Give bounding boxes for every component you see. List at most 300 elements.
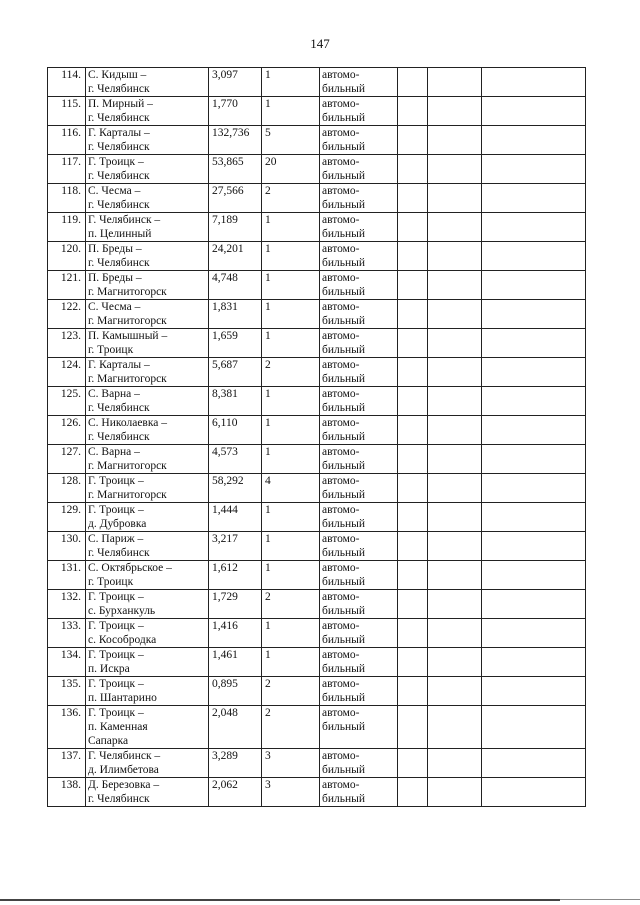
transport-type [320, 300, 398, 329]
route-count: 2 [262, 184, 320, 213]
route-line: г. Челябинск [88, 170, 150, 182]
route-name [86, 648, 209, 677]
route-count: 20 [262, 155, 320, 184]
route-count: 1 [262, 68, 320, 97]
route-name [86, 271, 209, 300]
transport-type-line: автомо- [322, 417, 360, 429]
row-number: 122. [48, 300, 86, 329]
row-number: 121. [48, 271, 86, 300]
transport-type [320, 358, 398, 387]
transport-type-line: автомо- [322, 388, 360, 400]
route-line: г. Челябинск [88, 402, 150, 414]
transport-type [320, 213, 398, 242]
empty-cell [482, 677, 586, 706]
transport-type-line: автомо- [322, 779, 360, 791]
transport-type [320, 445, 398, 474]
route-count: 1 [262, 242, 320, 271]
row-number: 129. [48, 503, 86, 532]
route-length: 0,895 [209, 677, 262, 706]
route-line: Г. Троицк – [88, 620, 144, 632]
row-number: 135. [48, 677, 86, 706]
route-line: г. Челябинск [88, 793, 150, 805]
route-name [86, 677, 209, 706]
route-length: 1,659 [209, 329, 262, 358]
route-count: 5 [262, 126, 320, 155]
route-line: Г. Троицк – [88, 504, 144, 516]
route-length: 4,573 [209, 445, 262, 474]
route-line: С. Чесма – [88, 301, 141, 313]
route-length: 3,289 [209, 749, 262, 778]
route-line: г. Магнитогорск [88, 315, 167, 327]
row-number: 137. [48, 749, 86, 778]
route-length: 3,097 [209, 68, 262, 97]
route-name [86, 749, 209, 778]
empty-cell [398, 677, 428, 706]
transport-type-line: бильный [322, 793, 366, 805]
routes-table [47, 67, 586, 807]
empty-cell [482, 648, 586, 677]
empty-cell [482, 387, 586, 416]
transport-type-line: бильный [322, 764, 366, 776]
route-length: 27,566 [209, 184, 262, 213]
empty-cell [482, 749, 586, 778]
transport-type-line: автомо- [322, 446, 360, 458]
route-line: П. Мирный – [88, 98, 153, 110]
empty-cell [428, 706, 482, 749]
empty-cell [398, 271, 428, 300]
empty-cell [482, 329, 586, 358]
route-line: с. Кособродка [88, 634, 157, 646]
table-row [48, 126, 586, 155]
route-name [86, 358, 209, 387]
route-length: 1,831 [209, 300, 262, 329]
empty-cell [398, 300, 428, 329]
route-line: г. Магнитогорск [88, 286, 167, 298]
transport-type-line: бильный [322, 141, 366, 153]
transport-type-line: бильный [322, 83, 366, 95]
route-name [86, 97, 209, 126]
route-length: 58,292 [209, 474, 262, 503]
table-row [48, 68, 586, 97]
transport-type [320, 126, 398, 155]
route-count: 1 [262, 561, 320, 590]
route-line: Г. Троицк – [88, 156, 144, 168]
empty-cell [398, 358, 428, 387]
transport-type-line: бильный [322, 605, 366, 617]
table-row [48, 271, 586, 300]
transport-type [320, 778, 398, 807]
transport-type-line: автомо- [322, 185, 360, 197]
empty-cell [398, 474, 428, 503]
table-row [48, 416, 586, 445]
row-number: 115. [48, 97, 86, 126]
table-row [48, 677, 586, 706]
table-row [48, 619, 586, 648]
row-number: 128. [48, 474, 86, 503]
table-row [48, 184, 586, 213]
transport-type-line: бильный [322, 547, 366, 559]
transport-type-line: автомо- [322, 707, 360, 719]
transport-type-line: автомо- [322, 533, 360, 545]
transport-type-line: бильный [322, 199, 366, 211]
routes-table-body [48, 68, 586, 807]
route-name [86, 300, 209, 329]
transport-type-line: автомо- [322, 750, 360, 762]
transport-type [320, 590, 398, 619]
empty-cell [428, 387, 482, 416]
empty-cell [398, 590, 428, 619]
route-name [86, 329, 209, 358]
route-line: г. Челябинск [88, 199, 150, 211]
empty-cell [482, 590, 586, 619]
transport-type [320, 648, 398, 677]
route-count: 1 [262, 445, 320, 474]
route-count: 1 [262, 619, 320, 648]
route-length: 5,687 [209, 358, 262, 387]
empty-cell [482, 503, 586, 532]
transport-type-line: автомо- [322, 272, 360, 284]
route-name [86, 68, 209, 97]
row-number: 134. [48, 648, 86, 677]
route-line: п. Шантарино [88, 692, 157, 704]
route-line: г. Челябинск [88, 141, 150, 153]
empty-cell [482, 271, 586, 300]
transport-type-line: автомо- [322, 127, 360, 139]
transport-type-line: бильный [322, 286, 366, 298]
empty-cell [398, 561, 428, 590]
route-line: С. Октябрьское – [88, 562, 172, 574]
empty-cell [482, 358, 586, 387]
table-row [48, 648, 586, 677]
route-line: С. Варна – [88, 446, 140, 458]
empty-cell [428, 329, 482, 358]
row-number: 136. [48, 706, 86, 749]
empty-cell [482, 706, 586, 749]
empty-cell [398, 68, 428, 97]
route-line: Г. Челябинск – [88, 214, 161, 226]
route-count: 1 [262, 648, 320, 677]
table-row [48, 532, 586, 561]
route-name [86, 155, 209, 184]
route-count: 2 [262, 677, 320, 706]
route-line: Г. Челябинск – [88, 750, 161, 762]
route-count: 1 [262, 97, 320, 126]
table-row [48, 778, 586, 807]
route-line: Г. Карталы – [88, 127, 150, 139]
table-row [48, 155, 586, 184]
table-row [48, 503, 586, 532]
transport-type-line: бильный [322, 576, 366, 588]
transport-type-line: автомо- [322, 98, 360, 110]
empty-cell [428, 213, 482, 242]
route-name [86, 213, 209, 242]
table-row [48, 749, 586, 778]
row-number: 126. [48, 416, 86, 445]
empty-cell [482, 532, 586, 561]
route-line: Д. Березовка – [88, 779, 160, 791]
row-number: 131. [48, 561, 86, 590]
table-row [48, 329, 586, 358]
route-line: П. Камышный – [88, 330, 168, 342]
empty-cell [428, 590, 482, 619]
transport-type-line: бильный [322, 431, 366, 443]
table-row [48, 387, 586, 416]
table-row [48, 474, 586, 503]
route-name [86, 387, 209, 416]
transport-type-line: автомо- [322, 330, 360, 342]
empty-cell [398, 155, 428, 184]
empty-cell [482, 561, 586, 590]
transport-type-line: автомо- [322, 649, 360, 661]
row-number: 138. [48, 778, 86, 807]
empty-cell [398, 329, 428, 358]
table-row [48, 590, 586, 619]
row-number: 124. [48, 358, 86, 387]
transport-type [320, 619, 398, 648]
row-number: 123. [48, 329, 86, 358]
route-line: г. Троицк [88, 576, 134, 588]
row-number: 118. [48, 184, 86, 213]
transport-type [320, 561, 398, 590]
route-count: 4 [262, 474, 320, 503]
route-line: Г. Троицк – [88, 591, 144, 603]
transport-type [320, 242, 398, 271]
transport-type-line: бильный [322, 518, 366, 530]
route-length: 1,770 [209, 97, 262, 126]
transport-type-line: бильный [322, 721, 366, 733]
empty-cell [482, 619, 586, 648]
route-name [86, 619, 209, 648]
table-row [48, 358, 586, 387]
transport-type-line: бильный [322, 663, 366, 675]
transport-type [320, 271, 398, 300]
transport-type-line: автомо- [322, 562, 360, 574]
empty-cell [428, 97, 482, 126]
route-line: Сапарка [88, 735, 129, 747]
route-line: с. Бурханкуль [88, 605, 156, 617]
transport-type-line: автомо- [322, 504, 360, 516]
transport-type-line: автомо- [322, 69, 360, 81]
route-line: г. Челябинск [88, 112, 150, 124]
empty-cell [398, 532, 428, 561]
transport-type [320, 68, 398, 97]
transport-type-line: бильный [322, 257, 366, 269]
empty-cell [482, 126, 586, 155]
empty-cell [428, 561, 482, 590]
empty-cell [428, 68, 482, 97]
row-number: 127. [48, 445, 86, 474]
row-number: 117. [48, 155, 86, 184]
page-number: 147 [310, 36, 330, 51]
table-row [48, 445, 586, 474]
row-number: 132. [48, 590, 86, 619]
transport-type [320, 706, 398, 749]
row-number: 125. [48, 387, 86, 416]
transport-type-line: автомо- [322, 214, 360, 226]
empty-cell [428, 778, 482, 807]
empty-cell [482, 416, 586, 445]
empty-cell [398, 97, 428, 126]
route-line: С. Николаевка – [88, 417, 168, 429]
route-count: 2 [262, 358, 320, 387]
route-line: Г. Троицк – [88, 678, 144, 690]
route-line: п. Каменная [88, 721, 148, 733]
empty-cell [428, 155, 482, 184]
transport-type [320, 416, 398, 445]
route-length: 3,217 [209, 532, 262, 561]
route-line: г. Челябинск [88, 431, 150, 443]
route-name [86, 706, 209, 749]
route-line: д. Илимбетова [88, 764, 159, 776]
route-line: Г. Троицк – [88, 649, 144, 661]
transport-type-line: автомо- [322, 301, 360, 313]
route-name [86, 242, 209, 271]
route-length: 4,748 [209, 271, 262, 300]
bottom-rule [0, 899, 560, 901]
route-length: 8,381 [209, 387, 262, 416]
table-row [48, 213, 586, 242]
route-count: 1 [262, 329, 320, 358]
transport-type-line: бильный [322, 373, 366, 385]
empty-cell [482, 300, 586, 329]
route-line: п. Целинный [88, 228, 152, 240]
route-length: 24,201 [209, 242, 262, 271]
transport-type [320, 532, 398, 561]
route-length: 2,062 [209, 778, 262, 807]
row-number: 133. [48, 619, 86, 648]
route-count: 1 [262, 503, 320, 532]
empty-cell [398, 242, 428, 271]
route-line: П. Бреды – [88, 243, 142, 255]
empty-cell [398, 387, 428, 416]
empty-cell [398, 503, 428, 532]
empty-cell [398, 619, 428, 648]
transport-type [320, 97, 398, 126]
transport-type [320, 474, 398, 503]
route-line: г. Магнитогорск [88, 489, 167, 501]
transport-type [320, 387, 398, 416]
empty-cell [428, 184, 482, 213]
route-length: 1,416 [209, 619, 262, 648]
route-name [86, 474, 209, 503]
table-row [48, 97, 586, 126]
route-line: С. Париж – [88, 533, 144, 545]
route-name [86, 126, 209, 155]
empty-cell [428, 416, 482, 445]
route-length: 1,729 [209, 590, 262, 619]
route-count: 2 [262, 706, 320, 749]
transport-type-line: бильный [322, 402, 366, 414]
table-row [48, 706, 586, 749]
transport-type-line: бильный [322, 228, 366, 240]
empty-cell [482, 474, 586, 503]
route-name [86, 445, 209, 474]
empty-cell [428, 445, 482, 474]
empty-cell [482, 155, 586, 184]
empty-cell [428, 619, 482, 648]
row-number: 119. [48, 213, 86, 242]
empty-cell [482, 184, 586, 213]
route-length: 1,612 [209, 561, 262, 590]
empty-cell [398, 126, 428, 155]
empty-cell [398, 706, 428, 749]
route-length: 7,189 [209, 213, 262, 242]
transport-type-line: автомо- [322, 591, 360, 603]
empty-cell [482, 97, 586, 126]
route-count: 3 [262, 778, 320, 807]
route-length: 1,461 [209, 648, 262, 677]
empty-cell [482, 68, 586, 97]
transport-type [320, 749, 398, 778]
route-count: 1 [262, 532, 320, 561]
route-name [86, 561, 209, 590]
route-line: Г. Троицк – [88, 707, 144, 719]
route-line: п. Искра [88, 663, 130, 675]
transport-type-line: автомо- [322, 156, 360, 168]
route-length: 1,444 [209, 503, 262, 532]
route-line: г. Челябинск [88, 547, 150, 559]
route-name [86, 184, 209, 213]
transport-type-line: бильный [322, 315, 366, 327]
route-count: 3 [262, 749, 320, 778]
route-line: Г. Троицк – [88, 475, 144, 487]
empty-cell [398, 648, 428, 677]
route-name [86, 778, 209, 807]
route-line: г. Магнитогорск [88, 460, 167, 472]
route-line: П. Бреды – [88, 272, 142, 284]
route-line: С. Чесма – [88, 185, 141, 197]
transport-type-line: автомо- [322, 475, 360, 487]
row-number: 120. [48, 242, 86, 271]
empty-cell [428, 503, 482, 532]
route-count: 1 [262, 300, 320, 329]
transport-type [320, 155, 398, 184]
transport-type-line: автомо- [322, 620, 360, 632]
empty-cell [482, 213, 586, 242]
transport-type [320, 184, 398, 213]
empty-cell [398, 749, 428, 778]
route-count: 1 [262, 416, 320, 445]
route-count: 1 [262, 213, 320, 242]
transport-type [320, 329, 398, 358]
empty-cell [428, 648, 482, 677]
empty-cell [482, 778, 586, 807]
route-line: д. Дубровка [88, 518, 147, 530]
route-name [86, 416, 209, 445]
table-row [48, 300, 586, 329]
transport-type-line: бильный [322, 112, 366, 124]
empty-cell [398, 416, 428, 445]
route-name [86, 532, 209, 561]
route-length: 53,865 [209, 155, 262, 184]
route-line: г. Челябинск [88, 257, 150, 269]
row-number: 130. [48, 532, 86, 561]
empty-cell [482, 242, 586, 271]
transport-type-line: автомо- [322, 359, 360, 371]
transport-type-line: бильный [322, 344, 366, 356]
empty-cell [428, 474, 482, 503]
table-row [48, 242, 586, 271]
route-length: 6,110 [209, 416, 262, 445]
empty-cell [428, 532, 482, 561]
route-line: г. Магнитогорск [88, 373, 167, 385]
route-count: 1 [262, 271, 320, 300]
route-line: Г. Карталы – [88, 359, 150, 371]
empty-cell [428, 749, 482, 778]
empty-cell [428, 358, 482, 387]
empty-cell [428, 126, 482, 155]
empty-cell [428, 677, 482, 706]
